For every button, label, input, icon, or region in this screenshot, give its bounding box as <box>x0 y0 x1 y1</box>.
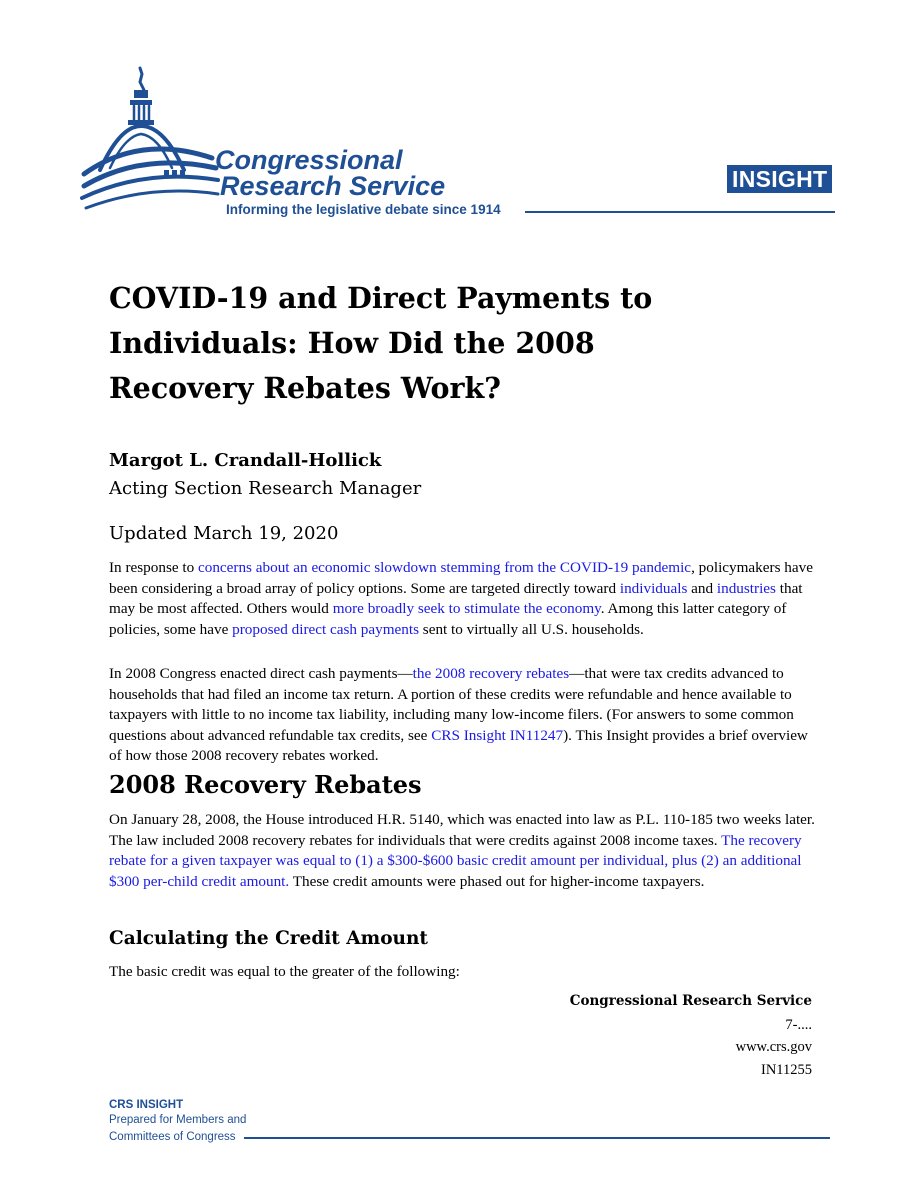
intro-paragraph <box>109 558 821 640</box>
text: In response to <box>109 559 198 576</box>
footer-line1: Prepared for Members and <box>109 1114 247 1126</box>
page-title: COVID-19 and Direct Payments to Individuals: How Did the 2008 Recovery Rebates Work? <box>109 281 653 405</box>
org-name-line2: Research Service <box>220 171 446 201</box>
calculating-credit-paragraph <box>109 962 821 983</box>
updated-date: Updated March 19, 2020 <box>109 523 339 544</box>
insight-badge: INSIGHT <box>727 165 832 193</box>
text: ). This Insight provides a brief overview of how those 2008 recovery rebates worked. <box>109 726 808 764</box>
link-individuals[interactable]: individuals <box>619 579 688 597</box>
text: The basic credit was equal to the greater of the following: <box>109 963 460 980</box>
link-industries[interactable]: industries <box>716 579 776 597</box>
org-tagline: Informing the legislative debate since 1914 <box>226 202 501 217</box>
info-website: www.crs.gov <box>735 1039 812 1055</box>
link-stimulate-economy[interactable]: more broadly seek to stimulate the economy <box>332 600 601 617</box>
text: —that were tax credits advanced to households that had filed an income tax return. A portion of these credits were refundable and hence available to taxpayers with little to no income tax liability, including many low-income filers. (For answers to some common questions about advanced refundable tax credits, see <box>109 665 794 744</box>
footer-title: CRS INSIGHT <box>109 1099 184 1111</box>
section-heading-recovery-rebates: 2008 Recovery Rebates <box>109 770 422 799</box>
text: In 2008 Congress enacted direct cash payments— <box>109 665 413 682</box>
capitol-dome-logo <box>80 64 220 216</box>
section-heading-calculating-credit: Calculating the Credit Amount <box>109 928 428 949</box>
text: sent to virtually all U.S. households. <box>419 620 644 638</box>
author-name: Margot L. Crandall-Hollick <box>109 450 382 471</box>
author-role: Acting Section Research Manager <box>109 478 422 499</box>
footer-rule <box>244 1137 830 1139</box>
text: that may be most affected. Others would <box>109 579 803 617</box>
info-org: Congressional Research Service <box>569 993 812 1009</box>
text: These credit amounts were phased out for higher-income taxpayers. <box>289 872 705 890</box>
header-rule <box>525 211 835 213</box>
background-paragraph <box>109 664 821 767</box>
link-direct-cash-payments[interactable]: proposed direct cash payments <box>232 620 419 638</box>
text: , policymakers have been considering a broad array of policy options. Some are targeted directly toward <box>109 559 813 597</box>
footer-line2: Committees of Congress <box>109 1131 236 1143</box>
link-crs-insight-in11247[interactable]: CRS Insight IN11247 <box>431 726 564 744</box>
link-economic-slowdown[interactable]: concerns about an economic slowdown stemming from the COVID-19 pandemic <box>198 559 692 576</box>
org-name-line1: Congressional <box>215 145 403 175</box>
recovery-rebates-paragraph <box>109 810 821 892</box>
info-id: IN11255 <box>760 1062 812 1078</box>
text: . Among this latter category of policies, some have <box>109 600 787 638</box>
text: On January 28, 2008, the House introduced H.R. 5140, which was enacted into law as P.L. 110-185 two weeks later. The law included 2008 recovery rebates for individuals that were credits against 2008 income taxes. <box>109 811 815 849</box>
info-code: 7-.... <box>785 1017 812 1033</box>
text: and <box>687 579 717 597</box>
link-2008-recovery-rebates[interactable]: the 2008 recovery rebates <box>412 665 570 682</box>
link-rebate-amount[interactable]: The recovery rebate for a given taxpayer was equal to (1) a $300-$600 basic credit amount per individual, plus (2) an additional $300 per-child credit amount. <box>109 831 802 890</box>
